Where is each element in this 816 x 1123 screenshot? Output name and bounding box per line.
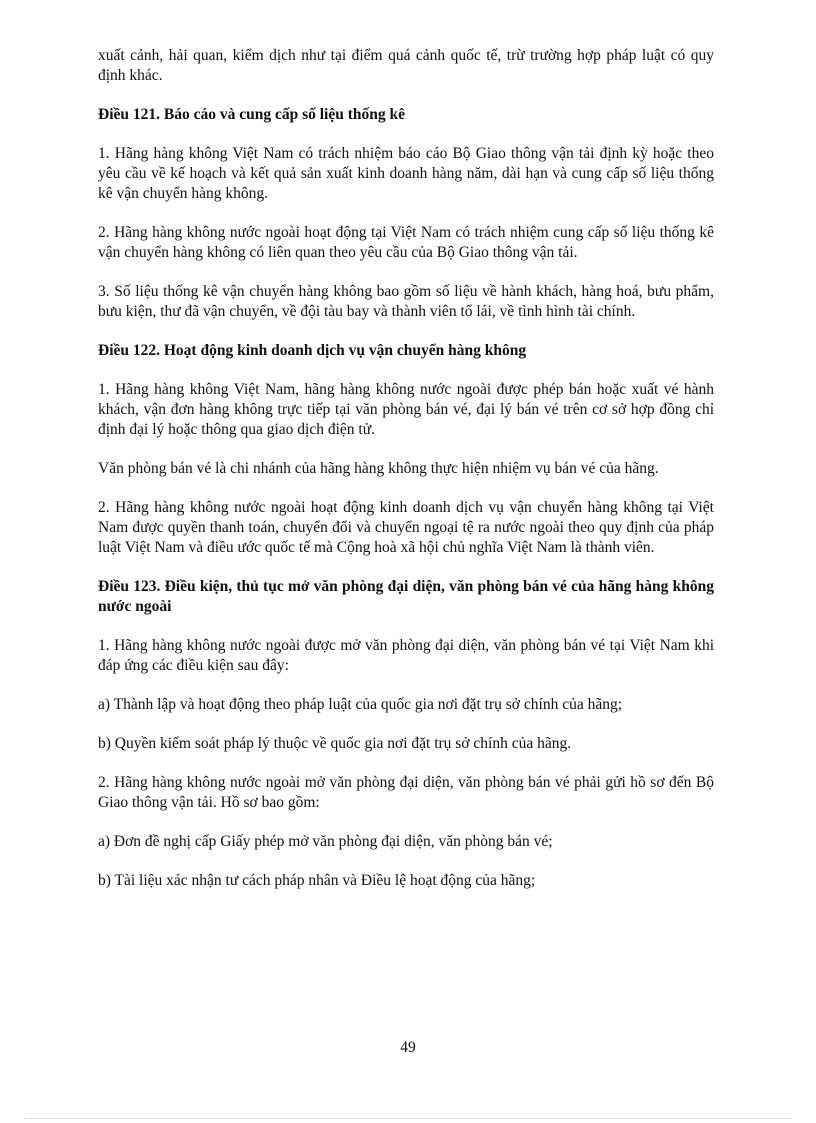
paragraph-123-2a: a) Đơn đề nghị cấp Giấy phép mở văn phòng đại diện, văn phòng bán vé; [98,833,553,850]
paragraph-123-2b: b) Tài liệu xác nhận tư cách pháp nhân và Điều lệ hoạt động của hãng; [98,872,536,889]
paragraph-continuation: xuất cảnh, hải quan, kiểm dịch như tại điểm quá cảnh quốc tế, trừ trường hợp pháp luật có quy định khác. [98,47,714,84]
paragraph-121-1: 1. Hãng hàng không Việt Nam có trách nhiệm báo cáo Bộ Giao thông vận tải định kỳ hoặc theo yêu cầu về kế hoạch và kết quả sản xuất kinh doanh hàng năm, dài hạn và cung cấp số liệu thống kê vận chuyển hàng không. [98,145,714,202]
paragraph-121-3: 3. Số liệu thống kê vận chuyển hàng không bao gồm số liệu về hành khách, hàng hoá, bưu phẩm, bưu kiện, thư đã vận chuyển, về đội tàu bay và thành viên tổ lái, về tình hình tài chính. [98,283,714,320]
paragraph-122-1: 1. Hãng hàng không Việt Nam, hãng hàng không nước ngoài được phép bán hoặc xuất vé hành khách, vận đơn hàng không trực tiếp tại văn phòng bán vé, đại lý bán vé trên cơ sở hợp đồng chỉ định đại lý hoặc thông qua giao dịch điện tử. [98,381,714,438]
paragraph-123-1a: a) Thành lập và hoạt động theo pháp luật của quốc gia nơi đặt trụ sở chính của hãng; [98,696,623,713]
paragraph-123-1: 1. Hãng hàng không nước ngoài được mở văn phòng đại diện, văn phòng bán vé tại Việt Nam khi đáp ứng các điều kiện sau đây: [98,637,714,674]
document-page [98,46,714,910]
paragraph-122-1b: Văn phòng bán vé là chi nhánh của hãng hàng không thực hiện nhiệm vụ bán vé của hãng. [98,460,659,477]
heading-article-122: Điều 122. Hoạt động kinh doanh dịch vụ vận chuyển hàng không [98,342,527,359]
paragraph-121-2: 2. Hãng hàng không nước ngoài hoạt động tại Việt Nam có trách nhiệm cung cấp số liệu thống kê vận chuyển hàng không có liên quan theo yêu cầu của Bộ Giao thông vận tải. [98,224,714,261]
paragraph-123-1b: b) Quyền kiểm soát pháp lý thuộc về quốc gia nơi đặt trụ sở chính của hãng. [98,735,572,752]
paragraph-123-2: 2. Hãng hàng không nước ngoài mở văn phòng đại diện, văn phòng bán vé phải gửi hồ sơ đến Bộ Giao thông vận tải. Hồ sơ bao gồm: [98,774,714,811]
heading-article-123: Điều 123. Điều kiện, thủ tục mở văn phòng đại diện, văn phòng bán vé của hãng hàng không nước ngoài [98,578,714,615]
paragraph-122-2: 2. Hãng hàng không nước ngoài hoạt động kinh doanh dịch vụ vận chuyển hàng không tại Việt Nam được quyền thanh toán, chuyển đổi và chuyển ngoại tệ ra nước ngoài theo quy định của pháp luật Việt Nam và điều ước quốc tế mà Cộng hoà xã hội chủ nghĩa Việt Nam là thành viên. [98,499,714,556]
heading-article-121: Điều 121. Báo cáo và cung cấp số liệu thống kê [98,106,406,123]
page-bottom-divider [24,1118,792,1119]
page-number: 49 [400,1039,416,1056]
